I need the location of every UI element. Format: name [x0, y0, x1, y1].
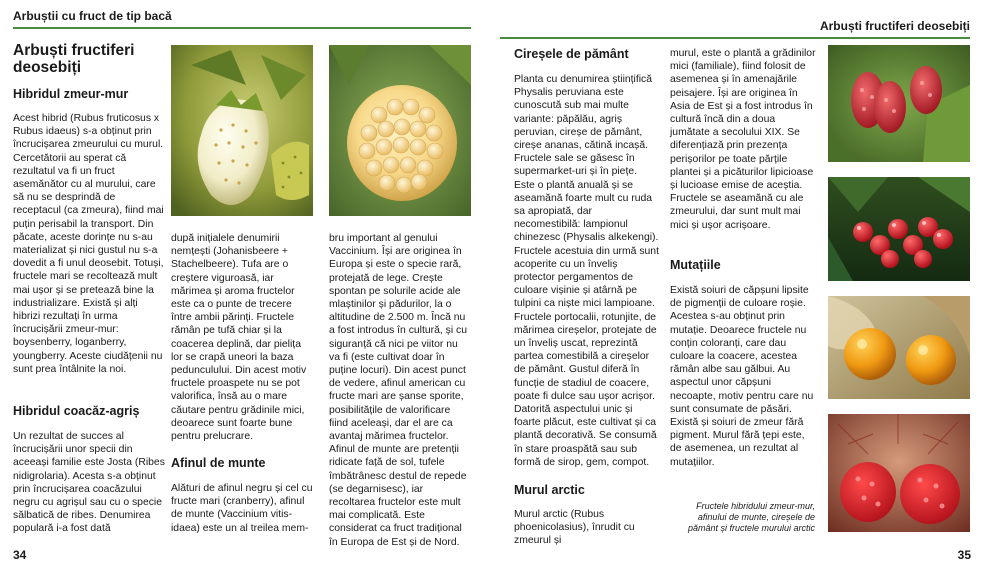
left-header-rule — [13, 27, 471, 29]
text-right-column-2: murul, este o plantă a grădinilor mici (familiale), fiind folosit de asemenea și în amenajările peisajere. Își are originea în Asia de Est și a fost introdus în cultură încă din a doua jumătate a secolului XIX. Se diferențiază prin prezența perișorilor pe toate părțile plantei și a picăturilor lipicioase și lucioase emise de aceștia. Fructele se aseamănă cu ale zmeurului, dar sunt mult mai mici și ușor acrișoare. — [670, 48, 816, 231]
heading-afinul-de-munte: Afinul de munte — [171, 456, 266, 470]
heading-zmeur-mur: Hibridul zmeur-mur — [13, 87, 129, 101]
arctic-bramble-photo — [828, 414, 970, 532]
right-page-number: 35 — [957, 548, 971, 562]
left-running-head: Arbuștii cu fruct de tip bacă — [13, 9, 172, 23]
hybrid-berry-photo — [828, 45, 970, 162]
left-page-number: 34 — [13, 548, 27, 562]
text-afinul-de-munte: Alături de afinul negru și cel cu fructe mari (cranberry), afinul de munte (Vaccinium vitis-idaea) este un al treilea mem- — [171, 483, 313, 534]
text-column-3: bru important al genului Vaccinium. Își are originea în Europa și este o specie rară, protejată de lege. Crește spontan pe solurile acide ale mlaștinilor și pădurilor, la o altitudine de 2.500 m. Încă nu a fost introdus în cultură, și cu siguranță că nici pe viitor nu va fi (este cultivat doar în puține locuri). Din acest punct de vedere, afinul american cu fructe mari are șanse sporite, posibilitățile de valorificare fiind aceleași, dar el are ca avantaj mărimea fructelor. Afinul de munte are pretenții ridicate față de sol, tufele îmbătrânesc destul de repede (se degarnisesc), iar recoltarea fructelor este mult mai complicată. Este considerat ca fruct tradițional în Europa de Est și de Nord. — [329, 233, 468, 548]
heading-mutatiile: Mutațiile — [670, 258, 721, 272]
text-zmeur-mur: Acest hibrid (Rubus fruticosus x Rubus idaeus) s-a obținut prin încrucișarea zmeurului cu murul. Cercetătorii au sperat că rezultatul va fi un fruct asemănător cu al murului, care să nu se desprindă de receptacul (ca zmeura), fiind mai puțin perisabil la transport. Din păcate, aceste dorințe nu s-au materializat și nici gustul nu s-a dovedit a fi unul deosebit. Totuși, fructele mari se recoltează mult mai ușor și se pretează bine la industrializare. Există și alți hibrizi rezultați în urma încrucișării zmeur-mur: boysenberry, loganberry, youngberry. Aceste ciudățenii nu sunt prea întâlnite la noi. — [13, 113, 164, 375]
right-header-rule — [500, 37, 970, 39]
text-ciresele-de-pamant: Planta cu denumirea științifică Physalis peruviana este cunoscută sub mai multe variante: păpălău, agriș peruvian, cireșe de pământ, cireșe ananas, cătină incașă. Fructele sale se găsesc în supermarket-uri și în piețe. Este o plantă anuală și se aseamănă foarte mult cu ruda sa apropiată, dar necomestibilă: lampionul chinezesc (Physalis alkekengi). Fructele acestuia din urmă sunt acoperite cu un înveliș protector pergamentos de culoare vișinie și atârnă pe tulpini ca niște mici lampioane. Fructele portocalii, rotunjite, de mărimea cireșelor, protejate de un înveliș uscat, reprezintă partea comestibilă a cireșelor de pământ. Gustul diferă în funcție de stadiul de coacere, poate fi dulce sau ușor acrișor. Datorită aspectului unic și foarte plăcut, este cultivat și ca plantă decorativă. Se consumă în stare proaspătă sau sub formă de sirop, gem, compot. — [514, 74, 659, 468]
page-title: Arbuști fructiferi deosebiți — [13, 42, 135, 76]
heading-ciresele-de-pamant: Cireșele de pământ — [514, 47, 629, 61]
white-strawberry-photo — [171, 45, 313, 216]
text-column-2: după inițialele denumirii nemțești (Johanisbeere + Stachelbeere). Tufa are o creștere viguroasă, iar mărimea și aroma fructelor este ca o punte de trecere între ambii părinți. Fructele rămân pe tufă chiar și la coacerea deplină, dar pielița lor se crapă uneori la baza pedunculului. Din acest motiv fructele proaspete nu se pot valorifica, însă au o mare căutare pentru grădinile mici, deoarece sunt foarte bune pentru prelucrare. — [171, 233, 307, 443]
heading-coacaz-agris: Hibridul coacăz-agriș — [13, 404, 140, 418]
physalis-photo — [828, 296, 970, 399]
lingonberry-photo — [828, 177, 970, 281]
heading-murul-arctic: Murul arctic — [514, 483, 585, 497]
text-mutatiile: Există soiuri de căpșuni lipsite de pigmenții de culoare roșie. Acestea s-au obținut prin mutație. Deoarece fructele nu conțin coloranți, care dau culoare la coacere, acestea rămân albe sau gălbui. Au aspectul unor căpșuni necoapte, motiv pentru care nu sunt consumate de păsări. Există și soiuri de zmeur fără pigment. Murul fără țepi este, de asemenea, un rezultat al mutațiilor. — [670, 285, 814, 468]
text-murul-arctic: Murul arctic (Rubus phoenicolasius), înrudit cu zmeurul și — [514, 509, 635, 547]
yellow-raspberry-photo — [329, 45, 471, 216]
right-running-head: Arbuști fructiferi deosebiți — [819, 19, 970, 33]
text-coacaz-agris: Un rezultat de succes al încrucișării unor specii din aceeași familie este Josta (Ribes nidigrolaria). Acesta s-a obținut prin încrucișarea coacăzului negru cu agrișul sau cu o specie sălbatică de ribes. Denumirea populară i-a fost dată — [13, 431, 165, 535]
photo-caption: Fructele hibridului zmeur-mur, afinului de munte, cireșele de pământ și fructele murului arctic — [687, 501, 815, 533]
